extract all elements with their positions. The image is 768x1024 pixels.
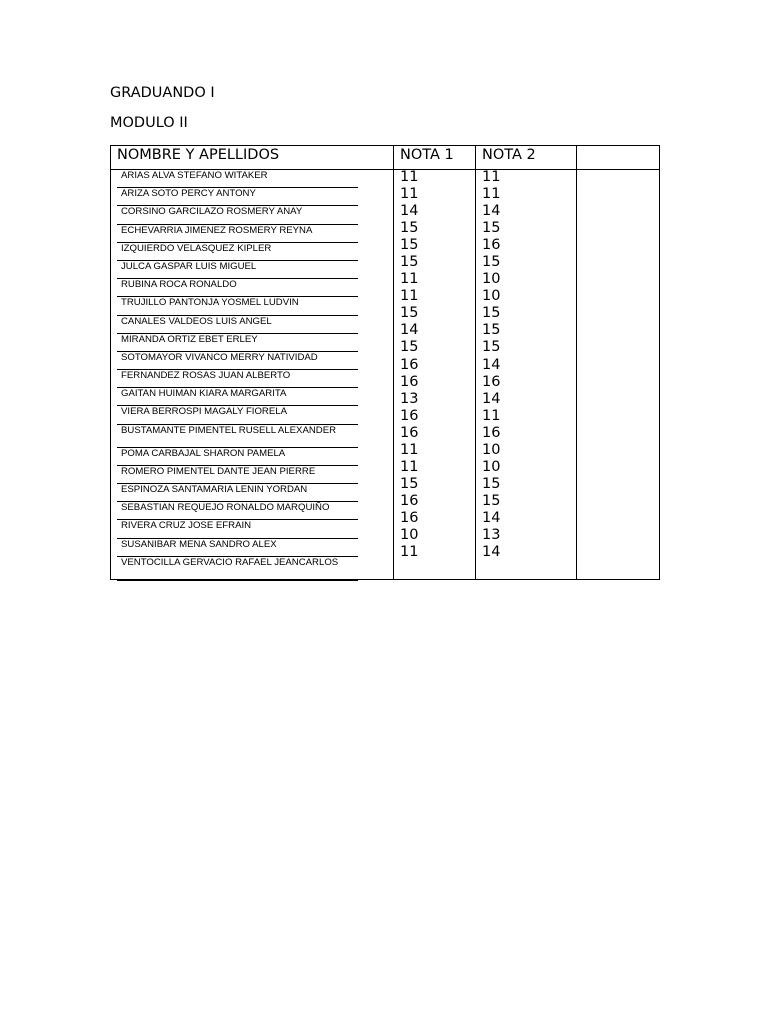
- nota-2-score: 15: [482, 339, 501, 356]
- header-nota-1: NOTA 1: [400, 147, 454, 163]
- nota-2-score: 16: [482, 424, 501, 441]
- nota-1-score: 11: [400, 186, 419, 203]
- student-name: ROMERO PIMENTEL DANTE JEAN PIERRE: [117, 466, 358, 484]
- header-nombre-apellidos: NOMBRE Y APELLIDOS: [117, 147, 280, 163]
- nota-2-score: 11: [482, 169, 501, 185]
- nota-1-score: 14: [400, 203, 419, 220]
- student-name-list: [117, 170, 358, 581]
- column-divider: [393, 146, 394, 579]
- student-name: VENTOCILLA GERVACIO RAFAEL JEANCARLOS: [117, 557, 358, 581]
- nota-1-score: 11: [400, 288, 419, 305]
- nota-1-score: 11: [400, 271, 419, 288]
- student-name: CANALES VALDEOS LUIS ANGEL: [117, 316, 358, 334]
- nota-1-score: 14: [400, 322, 419, 339]
- student-name: GAITAN HUIMAN KIARA MARGARITA: [117, 388, 358, 406]
- column-divider: [475, 146, 476, 579]
- student-name: VIERA BERROSPI MAGALY FIORELA: [117, 406, 358, 424]
- nota-1-score: 16: [400, 407, 419, 424]
- nota-1-score: 15: [400, 339, 419, 356]
- nota-1-score: 15: [400, 237, 419, 254]
- nota-2-score: 15: [482, 322, 501, 339]
- nota-2-column: [482, 169, 500, 561]
- nota-1-column: [400, 169, 418, 561]
- nota-2-score: 10: [482, 458, 501, 475]
- nota-1-score: 11: [400, 458, 419, 475]
- nota-1-score: 13: [400, 390, 419, 407]
- nota-1-score: 16: [400, 509, 419, 526]
- student-name: SEBASTIAN REQUEJO RONALDO MARQUIÑO: [117, 502, 358, 520]
- nota-2-score: 15: [482, 475, 501, 492]
- header-nota-2: NOTA 2: [482, 147, 536, 163]
- nota-1-score: 15: [400, 305, 419, 322]
- nota-1-score: 11: [400, 441, 419, 458]
- nota-2-score: 15: [482, 220, 501, 237]
- nota-2-score: 15: [482, 254, 501, 271]
- nota-2-score: 15: [482, 492, 501, 509]
- nota-1-score: 15: [400, 220, 419, 237]
- student-name: RIVERA CRUZ JOSE EFRAIN: [117, 520, 358, 538]
- student-name: POMA CARBAJAL SHARON PAMELA: [117, 448, 358, 466]
- column-divider: [576, 146, 577, 579]
- nota-1-score: 10: [400, 526, 419, 543]
- student-name: JULCA GASPAR LUIS MIGUEL: [117, 261, 358, 279]
- grades-table: [110, 145, 660, 580]
- nota-2-score: 14: [482, 203, 501, 220]
- nota-1-score: 16: [400, 424, 419, 441]
- nota-2-score: 14: [482, 390, 501, 407]
- nota-1-score: 15: [400, 475, 419, 492]
- student-name: BUSTAMANTE PIMENTEL RUSELL ALEXANDER: [117, 425, 358, 448]
- nota-2-score: 14: [482, 544, 501, 561]
- student-name: TRUJILLO PANTONJA YOSMEL LUDVIN: [117, 297, 358, 315]
- student-name: SOTOMAYOR VIVANCO MERRY NATIVIDAD: [117, 352, 358, 370]
- nota-1-score: 15: [400, 254, 419, 271]
- nota-2-score: 10: [482, 288, 501, 305]
- nota-2-score: 14: [482, 356, 501, 373]
- student-name: FERNANDEZ ROSAS JUAN ALBERTO: [117, 370, 358, 388]
- document-line-modulo: MODULO II: [110, 115, 188, 131]
- student-name: CORSINO GARCILAZO ROSMERY ANAY: [117, 206, 358, 224]
- nota-2-score: 16: [482, 373, 501, 390]
- nota-2-score: 11: [482, 407, 501, 424]
- nota-2-score: 11: [482, 186, 501, 203]
- nota-1-score: 16: [400, 492, 419, 509]
- student-name: MIRANDA ORTIZ EBET ERLEY: [117, 334, 358, 352]
- student-name: ECHEVARRIA JIMENEZ ROSMERY REYNA: [117, 225, 358, 243]
- nota-2-score: 13: [482, 526, 501, 543]
- student-name: RUBINA ROCA RONALDO: [117, 279, 358, 297]
- nota-2-score: 14: [482, 509, 501, 526]
- student-name: ARIZA SOTO PERCY ANTONY: [117, 188, 358, 206]
- nota-2-score: 10: [482, 271, 501, 288]
- nota-2-score: 10: [482, 441, 501, 458]
- nota-2-score: 15: [482, 305, 501, 322]
- nota-2-score: 16: [482, 237, 501, 254]
- nota-1-score: 11: [400, 544, 419, 561]
- student-name: IZQUIERDO VELASQUEZ KIPLER: [117, 243, 358, 261]
- student-name: ARIAS ALVA STEFANO WITAKER: [117, 170, 358, 188]
- nota-1-score: 16: [400, 373, 419, 390]
- student-name: SUSANIBAR MENA SANDRO ALEX: [117, 539, 358, 557]
- nota-1-score: 11: [400, 169, 419, 185]
- document-line-graduando: GRADUANDO I: [110, 85, 215, 101]
- nota-1-score: 16: [400, 356, 419, 373]
- student-name: ESPINOZA SANTAMARIA LENIN YORDAN: [117, 484, 358, 502]
